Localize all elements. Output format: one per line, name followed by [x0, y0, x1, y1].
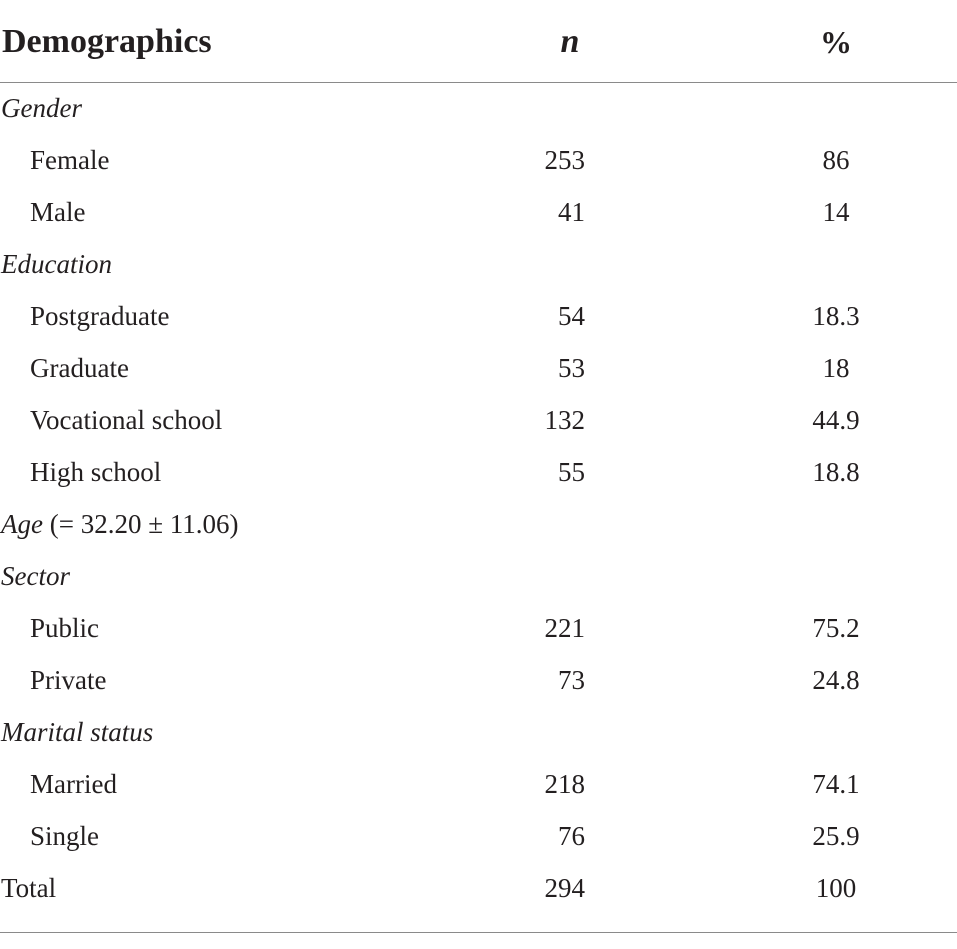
row-n: 294	[544, 873, 585, 903]
table-row	[0, 446, 957, 498]
row-percent: 44.9	[812, 405, 860, 435]
section-row-age	[0, 498, 957, 550]
row-percent: 86	[822, 145, 850, 175]
row-n: 221	[544, 613, 585, 643]
header-n: n	[560, 23, 580, 60]
row-n: 54	[558, 301, 585, 331]
row-label-age	[1, 498, 239, 550]
row-percent: 14	[822, 197, 850, 227]
section-row-sector	[0, 550, 957, 602]
table-header	[0, 0, 957, 83]
row-label: Female	[30, 145, 110, 175]
row-label: Gender	[1, 93, 82, 123]
table-body	[0, 82, 957, 914]
row-percent: 24.8	[812, 665, 860, 695]
row-label: Single	[30, 821, 100, 851]
table-row	[0, 602, 957, 654]
row-label: Private	[30, 665, 107, 695]
table-row	[0, 134, 957, 186]
age-mean-sd: (= 32.20 ± 11.06)	[42, 509, 239, 539]
row-n: 55	[558, 457, 585, 487]
row-percent: 18.8	[812, 457, 860, 487]
table-row	[0, 810, 957, 862]
row-n: 73	[558, 665, 585, 695]
row-label: Vocational school	[30, 405, 223, 435]
row-label: Education	[1, 249, 112, 279]
row-n: 76	[558, 821, 585, 851]
bottom-rule	[0, 932, 957, 933]
section-row-education	[0, 238, 957, 290]
table-row	[0, 342, 957, 394]
row-label: Total	[1, 873, 57, 903]
row-label: Sector	[1, 561, 70, 591]
table-row	[0, 290, 957, 342]
row-n: 132	[544, 405, 585, 435]
row-n: 53	[558, 353, 585, 383]
row-label: Male	[30, 197, 86, 227]
header-percent: %	[820, 24, 852, 60]
header-demographics: Demographics	[2, 23, 212, 60]
row-label: Married	[30, 769, 117, 799]
row-percent: 74.1	[812, 769, 860, 799]
row-n: 218	[544, 769, 585, 799]
row-percent: 25.9	[812, 821, 860, 851]
row-percent: 100	[815, 873, 857, 903]
row-label: Public	[30, 613, 100, 643]
table-row	[0, 758, 957, 810]
row-percent: 75.2	[812, 613, 860, 643]
section-row-gender	[0, 82, 957, 134]
row-label: Postgraduate	[30, 301, 170, 331]
table-row	[0, 186, 957, 238]
section-row-marital-status	[0, 706, 957, 758]
row-n: 41	[558, 197, 585, 227]
row-percent: 18	[822, 353, 850, 383]
row-label: High school	[30, 457, 162, 487]
table-row	[0, 394, 957, 446]
table-row	[0, 654, 957, 706]
row-label: Marital status	[1, 717, 154, 747]
total-row	[0, 862, 957, 914]
row-n: 253	[544, 145, 585, 175]
age-label: Age	[1, 509, 43, 539]
row-percent: 18.3	[812, 301, 860, 331]
row-label: Graduate	[30, 353, 129, 383]
